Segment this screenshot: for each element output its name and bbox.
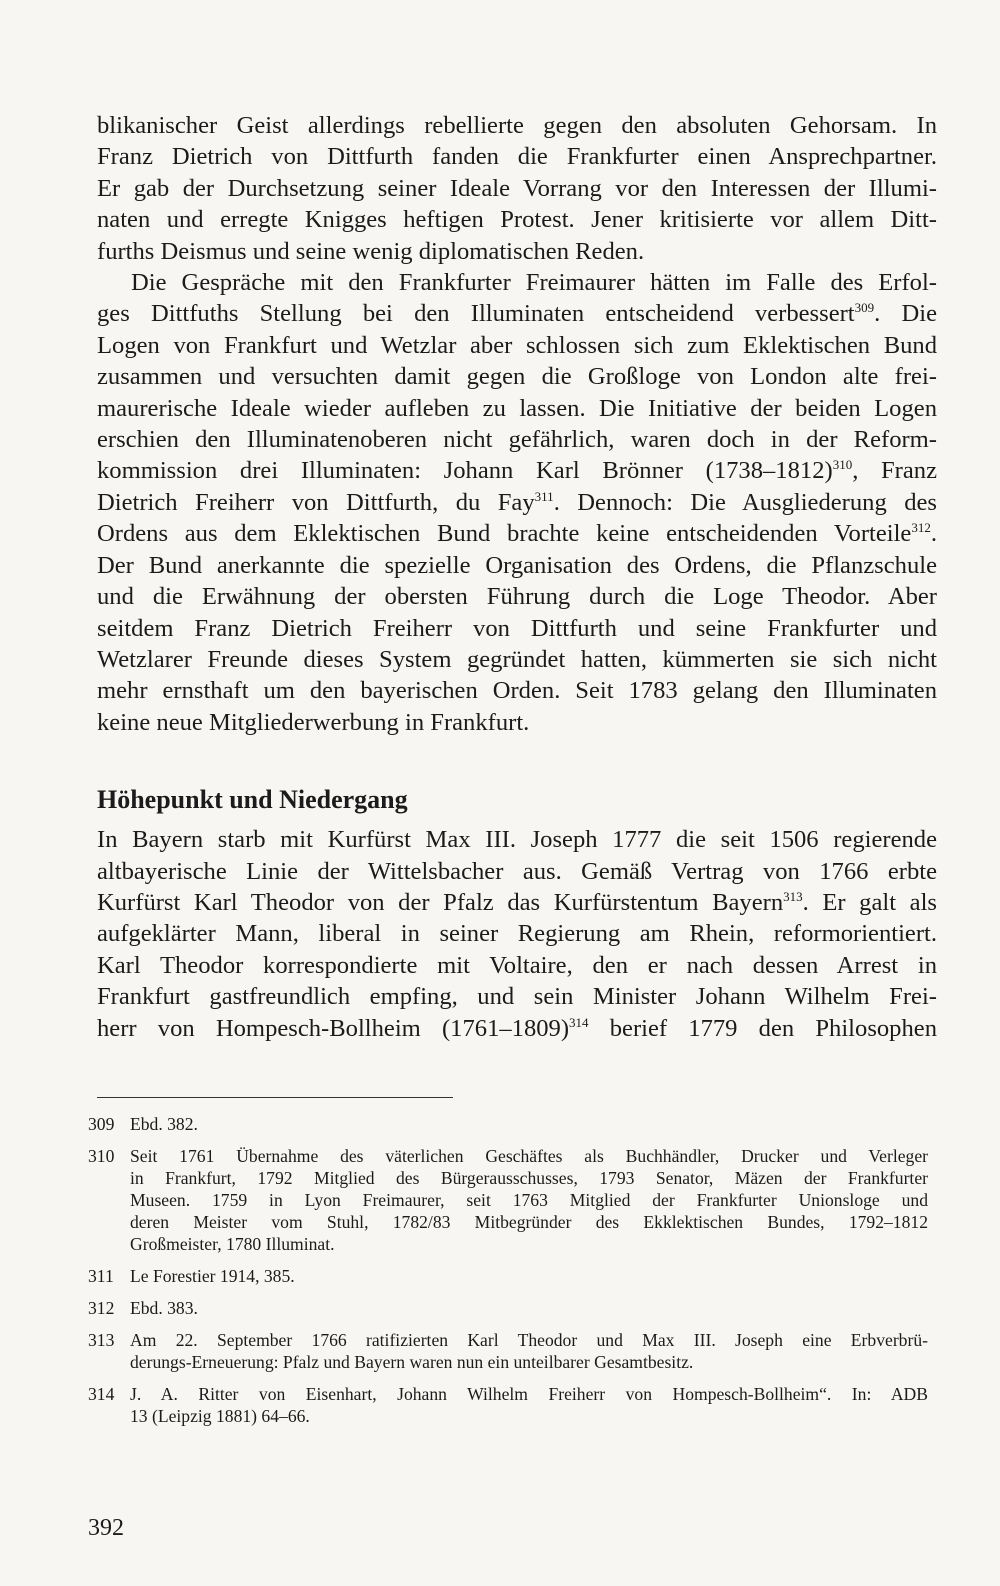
text-run: herr von Hompesch-Bollheim (1761–1809) — [97, 1014, 570, 1042]
page-body — [97, 110, 937, 1044]
footnote-text — [130, 1113, 928, 1135]
footnote-ref-314[interactable]: 314 — [569, 1014, 589, 1030]
main-text — [97, 110, 937, 1044]
footnote-number: 314 — [88, 1384, 115, 1404]
text-run: kommission drei Illuminaten: Johann Karl Brönner (1738–1812) — [97, 457, 833, 485]
footnote-divider — [97, 1097, 453, 1098]
footnote-text — [130, 1145, 928, 1255]
footnote-number: 309 — [88, 1114, 115, 1134]
footnote-line: Seit 1761 Übernahme des väterlichen Geschäftes als Buchhändler, Drucker und Verleger — [130, 1146, 928, 1166]
text-line — [97, 1013, 937, 1044]
text-line — [97, 298, 937, 329]
footnote-text — [130, 1383, 928, 1427]
text-line: Logen von Frankfurt und Wetzlar aber schlossen sich zum Eklektischen Bund — [97, 331, 937, 359]
text-line: mehr ernsthaft um den bayerischen Orden. Seit 1783 gelang den Illuminaten — [97, 677, 937, 705]
footnote-number: 310 — [88, 1146, 115, 1166]
text-line — [97, 487, 937, 518]
footnote-line: J. A. Ritter von Eisenhart, Johann Wilhelm Freiherr von Hompesch-Bollheim“. In: ADB — [130, 1384, 928, 1404]
text-line: erschien den Illuminatenoberen nicht gefährlich, waren doch in der Reform- — [97, 426, 937, 454]
text-run: . Er galt als — [802, 888, 937, 916]
footnote-line: Museen. 1759 in Lyon Freimaurer, seit 1763 Mitglied der Frankfurter Unionsloge und — [130, 1190, 928, 1210]
footnote-text — [130, 1265, 928, 1287]
text-line: Franz Dietrich von Dittfurth fanden die Frankfurter einen Ansprechpartner. — [97, 143, 937, 171]
text-run: Dietrich Freiherr von Dittfurth, du Fay — [97, 488, 535, 516]
footnote-text — [130, 1329, 928, 1373]
footnote-ref-309[interactable]: 309 — [854, 300, 875, 316]
paragraph-1 — [97, 110, 937, 267]
footnote-line: in Frankfurt, 1792 Mitglied des Bürgerausschusses, 1793 Senator, Mäzen der Frankfurter — [130, 1168, 928, 1188]
footnote-line: Am 22. September 1766 ratifizierten Karl Theodor und Max III. Joseph eine Erbverbrü- — [130, 1330, 928, 1350]
footnote-ref-312[interactable]: 312 — [911, 520, 931, 536]
footnotes — [88, 1113, 928, 1437]
footnote-line: Le Forestier 1914, 385. — [130, 1266, 295, 1286]
text-run: Ordens aus dem Eklektischen Bund brachte keine entscheidenden Vorteile — [97, 520, 912, 548]
footnote-line: Ebd. 382. — [130, 1114, 198, 1134]
paragraph-3 — [97, 824, 937, 1044]
text-line: zusammen und versuchten damit gegen die Großloge von London alte frei- — [97, 363, 937, 391]
footnote-ref-310[interactable]: 310 — [832, 457, 853, 473]
text-run: . — [930, 520, 937, 548]
footnote-number: 313 — [88, 1330, 115, 1350]
text-run: , Franz — [852, 457, 937, 485]
text-line: aufgeklärter Mann, liberal in seiner Regierung am Rhein, reformorientiert. — [97, 920, 937, 948]
text-line: In Bayern starb mit Kurfürst Max III. Joseph 1777 die seit 1506 regierende — [97, 826, 937, 854]
footnote-text — [130, 1297, 928, 1319]
footnote-line: deren Meister vom Stuhl, 1782/83 Mitbegründer des Ekklektischen Bundes, 1792–1812 — [130, 1212, 928, 1232]
text-line — [97, 887, 937, 918]
footnote-line: Großmeister, 1780 Illuminat. — [130, 1234, 335, 1254]
text-line: und die Erwähnung der obersten Führung durch die Loge Theodor. Aber — [97, 583, 937, 611]
text-line: Frankfurt gastfreundlich empfing, und sein Minister Johann Wilhelm Frei- — [97, 983, 937, 1011]
text-line: keine neue Mitgliederwerbung in Frankfurt. — [97, 708, 530, 736]
footnote-310 — [88, 1145, 928, 1255]
text-line — [97, 518, 937, 549]
section-heading: Höhepunkt und Niedergang — [97, 785, 408, 815]
text-line: seitdem Franz Dietrich Freiherr von Dittfurth und seine Frankfurter und — [97, 614, 937, 642]
text-line: furths Deismus und seine wenig diplomatischen Reden. — [97, 237, 645, 265]
footnote-ref-313[interactable]: 313 — [783, 888, 803, 904]
text-line: maurerische Ideale wieder aufleben zu lassen. Die Initiative der beiden Logen — [97, 394, 937, 422]
footnote-number: 312 — [88, 1298, 115, 1318]
footnote-line: 13 (Leipzig 1881) 64–66. — [130, 1406, 310, 1426]
text-line — [97, 455, 937, 486]
footnote-312 — [88, 1297, 928, 1319]
text-line: altbayerische Linie der Wittelsbacher aus. Gemäß Vertrag von 1766 erbte — [97, 857, 937, 885]
footnote-313 — [88, 1329, 928, 1373]
text-line: Der Bund anerkannte die spezielle Organisation des Ordens, die Pflanzschule — [97, 551, 937, 579]
footnote-311 — [88, 1265, 928, 1287]
page-number: 392 — [88, 1515, 124, 1541]
footnote-number: 311 — [88, 1266, 114, 1286]
text-line: Die Gespräche mit den Frankfurter Freimaurer hätten im Falle des Erfol- — [131, 269, 937, 297]
footnote-line: derungs-Erneuerung: Pfalz und Bayern waren nun ein unteilbarer Gesamtbesitz. — [130, 1352, 694, 1372]
text-run: ges Dittfuths Stellung bei den Illuminaten entscheidend verbessert — [97, 300, 855, 328]
footnote-line: Ebd. 383. — [130, 1298, 198, 1318]
footnote-309 — [88, 1113, 928, 1135]
text-line: blikanischer Geist allerdings rebellierte gegen den absoluten Gehorsam. In — [97, 112, 937, 139]
text-run: . Die — [874, 300, 937, 328]
footnote-314 — [88, 1383, 928, 1427]
text-line: Karl Theodor korrespondierte mit Voltaire, den er nach dessen Arrest in — [97, 951, 937, 979]
footnote-ref-311[interactable]: 311 — [534, 488, 554, 504]
text-run: . Dennoch: Die Ausgliederung des — [553, 488, 938, 516]
text-line: naten und erregte Knigges heftigen Protest. Jener kritisierte vor allem Ditt- — [97, 206, 937, 234]
text-run: Kurfürst Karl Theodor von der Pfalz das Kurfürstentum Bayern — [97, 888, 784, 916]
paragraph-2 — [97, 267, 937, 738]
text-line: Er gab der Durchsetzung seiner Ideale Vorrang vor den Interessen der Illumi- — [97, 174, 937, 202]
text-line: Wetzlarer Freunde dieses System gegründet hatten, kümmerten sie sich nicht — [97, 645, 937, 673]
text-run: berief 1779 den Philosophen — [588, 1014, 937, 1042]
